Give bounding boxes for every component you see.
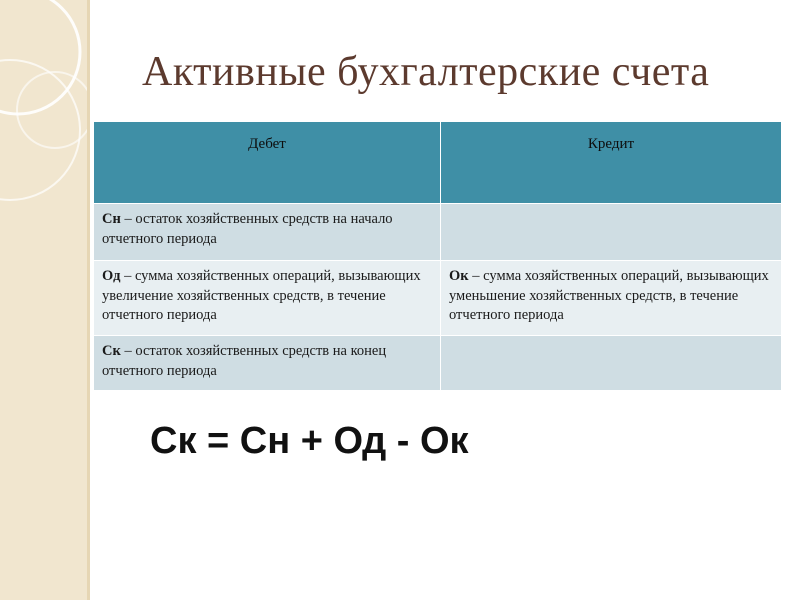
header-credit: Кредит bbox=[441, 122, 782, 204]
decorative-circles bbox=[0, 0, 87, 600]
credit-cell bbox=[441, 261, 782, 336]
credit-text: – сумма хозяйственных операций, вызывающих уменьшение хозяйственных средств, в течение отчетного периода bbox=[449, 268, 769, 324]
debit-text: – остаток хозяйственных средств на конец отчетного периода bbox=[102, 343, 387, 379]
credit-abbr: Ок bbox=[449, 268, 469, 284]
credit-cell bbox=[441, 336, 782, 391]
header-debit: Дебет bbox=[94, 122, 441, 204]
slide-title: Активные бухгалтерские счета bbox=[142, 49, 710, 95]
accounts-table bbox=[93, 121, 782, 391]
table-header-row bbox=[94, 122, 782, 204]
table-row bbox=[94, 204, 782, 261]
debit-text: – остаток хозяйственных средств на начало отчетного периода bbox=[102, 211, 393, 247]
debit-cell bbox=[94, 261, 441, 336]
debit-text: – сумма хозяйственных операций, вызывающих увеличение хозяйственных средств, в течение отчетного периода bbox=[102, 268, 421, 324]
debit-abbr: Сн bbox=[102, 211, 121, 227]
table-row bbox=[94, 261, 782, 336]
debit-abbr: Од bbox=[102, 268, 121, 284]
side-strip-edge bbox=[87, 0, 90, 600]
debit-cell bbox=[94, 204, 441, 261]
balance-formula: Ск = Сн + Од - Ок bbox=[150, 420, 469, 462]
debit-abbr: Ск bbox=[102, 343, 121, 359]
decorative-side-strip bbox=[0, 0, 87, 600]
table-row bbox=[94, 336, 782, 391]
credit-cell bbox=[441, 204, 782, 261]
debit-cell bbox=[94, 336, 441, 391]
